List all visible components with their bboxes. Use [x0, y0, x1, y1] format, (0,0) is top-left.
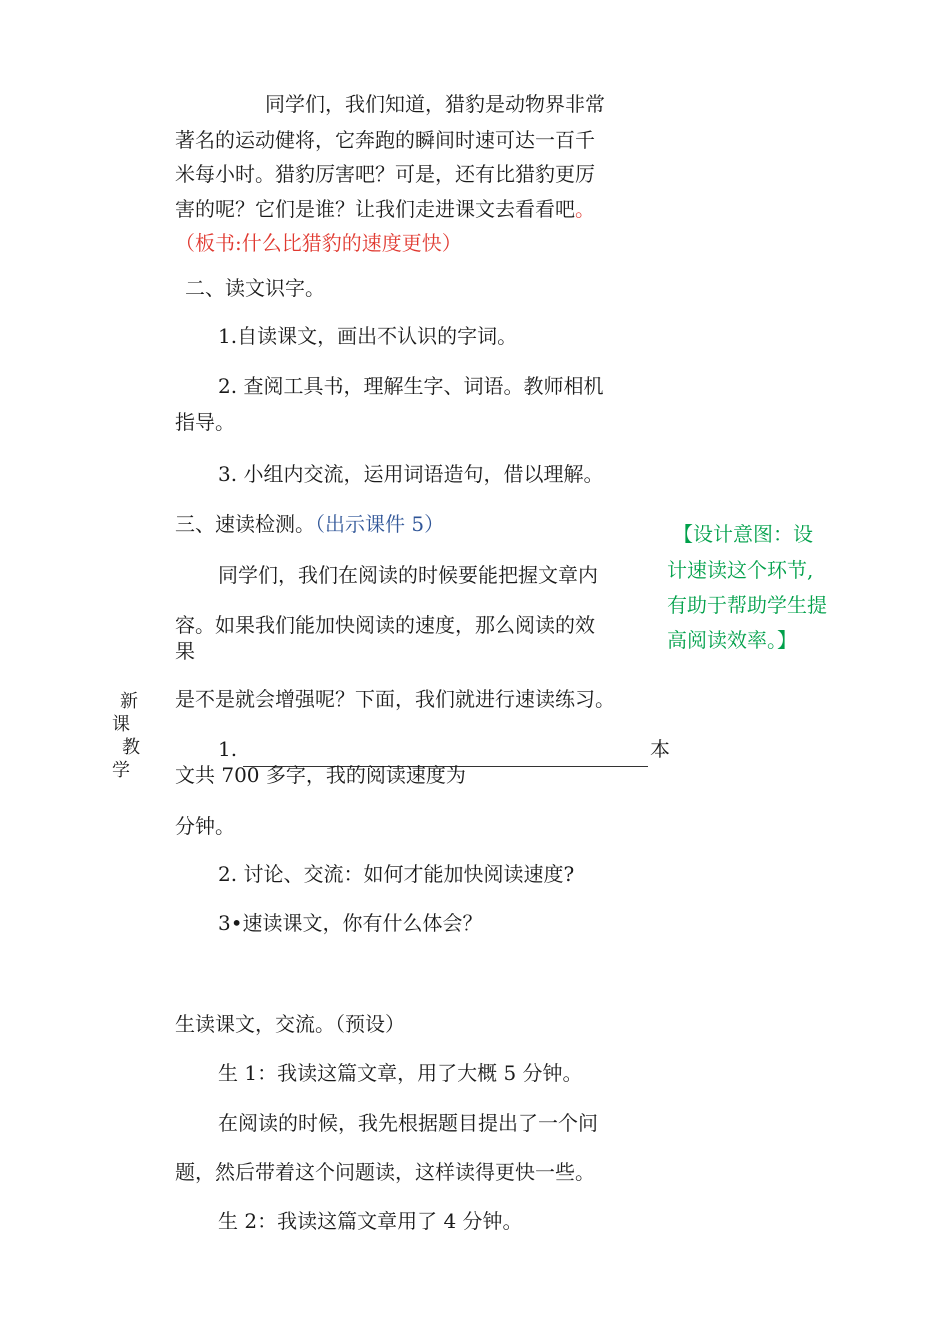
section-3-para-1: 同学们，我们在阅读的时候要能把握文章内: [218, 563, 598, 587]
side-label-char-2: 课: [112, 714, 130, 735]
section-2-heading: 二、读文识字。: [185, 276, 325, 300]
intro-line-2: 著名的运动健将，它奔跑的瞬间时速可达一百千: [175, 128, 595, 152]
intro-line-1: 同学们，我们知道，猎豹是动物界非常: [265, 92, 605, 116]
section-3-para-4: 是不是就会增强呢？下面，我们就进行速读练习。: [175, 687, 615, 711]
section-2-item-2: 2. 查阅工具书，理解生字、词语。教师相机: [218, 374, 604, 398]
design-note-line-4: 高阅读效率。】: [667, 628, 797, 652]
question-1-line-3: 分钟。: [175, 814, 235, 838]
question-1-line-2: 文共 700 多字，我的阅读速度为: [175, 763, 466, 787]
section-2-item-1: 1.自读课文，画出不认识的字词。: [218, 324, 518, 348]
section-2-item-2-cont: 指导。: [175, 410, 235, 434]
student-1-detail-1: 在阅读的时候，我先根据题目提出了一个问: [218, 1111, 598, 1135]
section-3-para-2: 容。如果我们能加快阅读的速度，那么阅读的效: [175, 613, 595, 637]
student-2-answer: 生 2：我读这篇文章用了 4 分钟。: [218, 1209, 523, 1233]
question-3: 3•速读课文，你有什么体会？: [218, 911, 483, 935]
side-label-char-3: 教: [122, 737, 140, 758]
question-1-number: 1.: [218, 737, 238, 761]
student-reading-intro: 生读课文，交流。（预设）: [175, 1012, 405, 1036]
intro-line-3: 米每小时。猎豹厉害吧？可是，还有比猎豹更厉: [175, 162, 595, 186]
section-3-para-3: 果: [175, 639, 195, 663]
side-label-char-4: 学: [112, 760, 130, 781]
design-note-line-1: 【设计意图：设: [673, 522, 813, 546]
question-2: 2. 讨论、交流：如何才能加快阅读速度?: [218, 862, 575, 886]
design-note-line-2: 计速读这个环节,: [667, 558, 814, 582]
student-1-answer: 生 1：我读这篇文章，用了大概 5 分钟。: [218, 1061, 583, 1085]
side-label-char-1: 新: [120, 691, 138, 712]
intro-line-4: [175, 197, 595, 221]
board-note: （板书:什么比猎豹的速度更快）: [175, 231, 462, 255]
intro-line-4-period: 。: [575, 197, 595, 221]
intro-line-4-text: 害的呢？它们是谁？让我们走进课文去看看吧: [175, 197, 575, 221]
section-3-title: 三、速读检测。: [175, 512, 315, 536]
section-3-heading: [175, 512, 444, 536]
design-note-line-3: 有助于帮助学生提: [667, 593, 827, 617]
section-2-item-3: 3. 小组内交流，运用词语造句，借以理解。: [218, 462, 604, 486]
courseware-note: （出示课件 5）: [315, 512, 445, 536]
student-1-detail-2: 题，然后带着这个问题读，这样读得更快一些。: [175, 1160, 595, 1184]
question-1-end: 本: [650, 737, 670, 761]
